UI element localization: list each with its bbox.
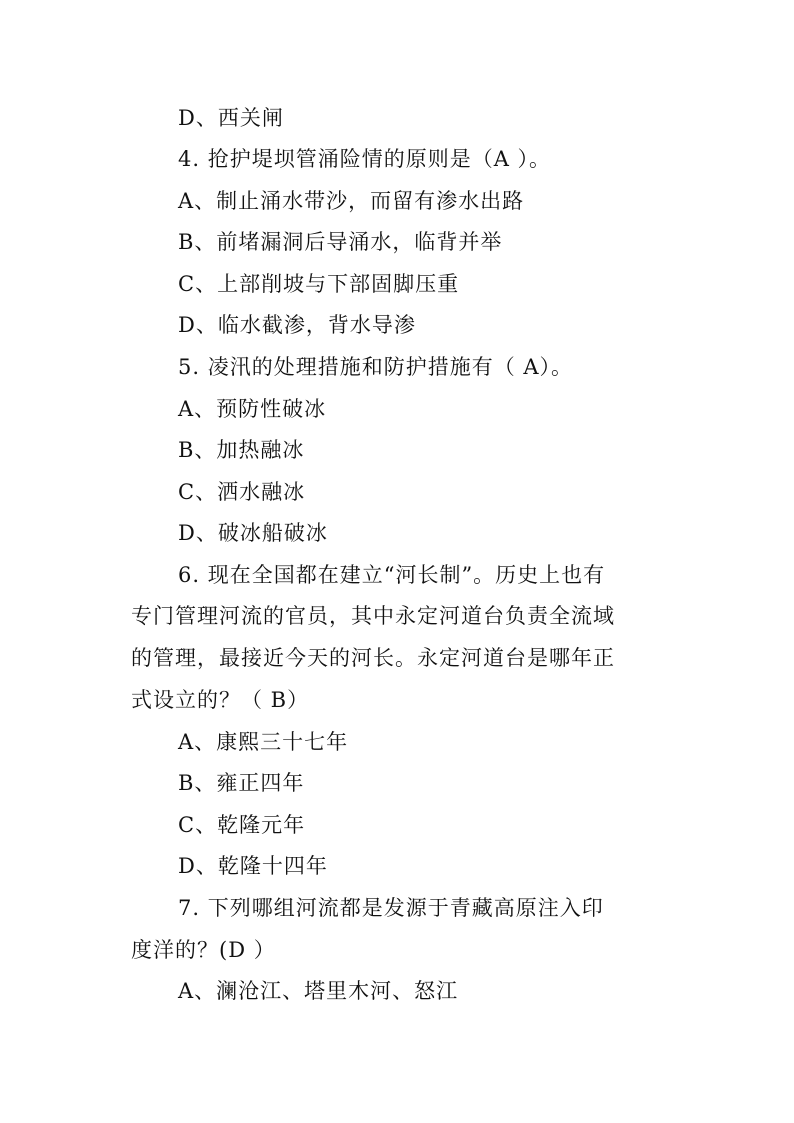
q6-option-a: A、康熙三十七年: [178, 730, 349, 754]
question-7-line-1: 7. 下列哪组河流都是发源于青藏高原注入印: [178, 896, 604, 920]
question-6-line-2: 专门管理河流的官员，其中永定河道台负责全流域: [131, 604, 615, 628]
question-4: 4. 抢护堤坝管涌险情的原则是（A ）。: [178, 147, 552, 171]
q5-option-c: C、洒水融冰: [178, 480, 306, 504]
q6-option-d: D、乾隆十四年: [178, 854, 328, 878]
q4-option-b: B、前堵漏洞后导涌水，临背并举: [178, 230, 503, 254]
q5-option-a: A、预防性破冰: [178, 397, 327, 421]
q7-option-a: A、澜沧江、塔里木河、怒江: [178, 979, 459, 1003]
question-5: 5. 凌汛的处理措施和防护措施有（ A）。: [178, 355, 574, 379]
q3-option-d: D、西关闸: [178, 106, 284, 130]
question-6-line-4: 式设立的？（ B）: [131, 688, 310, 712]
q4-option-a: A、制止涌水带沙，而留有渗水出路: [178, 189, 525, 213]
q5-option-d: D、破冰船破冰: [178, 521, 328, 545]
q5-option-b: B、加热融冰: [178, 438, 305, 462]
q6-option-c: C、乾隆元年: [178, 813, 306, 837]
question-7-line-2: 度洋的？(D ）: [131, 938, 276, 962]
q4-option-c: C、上部削坡与下部固脚压重: [178, 272, 460, 296]
question-6-line-3: 的管理，最接近今天的河长。永定河道台是哪年正: [131, 646, 615, 670]
q4-option-d: D、临水截渗，背水导渗: [178, 313, 416, 337]
question-6-line-1: 6. 现在全国都在建立“河长制”。历史上也有: [178, 563, 606, 587]
q6-option-b: B、雍正四年: [178, 771, 305, 795]
